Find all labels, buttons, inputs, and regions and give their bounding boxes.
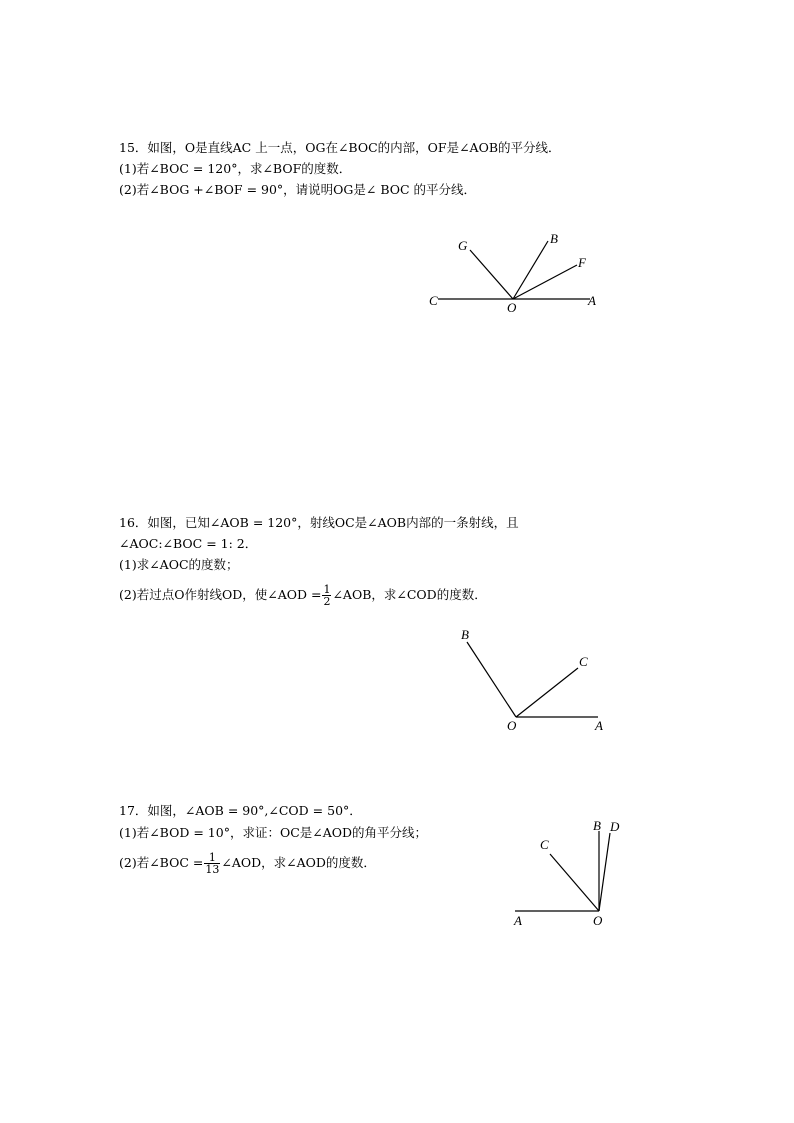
label-o: O bbox=[593, 913, 603, 928]
label-d: D bbox=[610, 819, 620, 834]
fraction-one-half bbox=[322, 584, 331, 607]
problem-17-figure bbox=[505, 812, 630, 932]
label-f: F bbox=[578, 255, 586, 270]
label-a: A bbox=[588, 293, 596, 308]
problem-17-part-2 bbox=[119, 852, 376, 875]
label-b: B bbox=[593, 818, 601, 833]
label-c: C bbox=[540, 837, 549, 852]
label-a: A bbox=[514, 913, 522, 928]
problem-17-part-2-suffix: ∠AOD，求∠AOD的度数． bbox=[221, 855, 376, 870]
fraction-numerator: 1 bbox=[323, 583, 331, 596]
label-g: G bbox=[458, 238, 468, 253]
fraction-denominator: 2 bbox=[323, 595, 331, 608]
problem-15-part-1: (1)若∠BOC = 120°，求∠BOF的度数． bbox=[119, 161, 352, 176]
label-b: B bbox=[550, 231, 558, 246]
problem-16-part-2 bbox=[119, 584, 487, 607]
label-o: O bbox=[507, 718, 517, 733]
problem-17-part-1: (1)若∠BOD = 10°，求证：OC是∠AOD的角平分线； bbox=[119, 825, 428, 840]
problem-15-part-2: (2)若∠BOG +∠BOF = 90°，请说明OG是∠ BOC 的平分线． bbox=[119, 182, 477, 197]
problem-15-statement: 15．如图，O是直线AC 上一点，OG在∠BOC的内部，OF是∠AOB的平分线． bbox=[119, 140, 561, 155]
label-c: C bbox=[429, 293, 438, 308]
fraction-numerator: 1 bbox=[204, 852, 220, 864]
label-b: B bbox=[461, 627, 469, 642]
problem-16-part-2-suffix: ∠AOB，求∠COD的度数． bbox=[332, 587, 487, 602]
problem-16-condition: ∠AOC:∠BOC = 1: 2． bbox=[119, 536, 258, 551]
problem-16-statement: 16．如图，已知∠AOB = 120°，射线OC是∠AOB内部的一条射线，且 bbox=[119, 515, 519, 530]
label-a: A bbox=[595, 718, 603, 733]
label-o: O bbox=[507, 300, 517, 315]
problem-15-figure bbox=[420, 225, 610, 320]
label-c: C bbox=[579, 654, 588, 669]
problem-17-statement: 17．如图，∠AOB = 90°,∠COD = 50°． bbox=[119, 803, 362, 818]
problem-17-part-2-prefix: (2)若∠BOC = bbox=[119, 855, 204, 870]
problem-16-part-2-prefix: (2)若过点O作射线OD，使∠AOD = bbox=[119, 587, 322, 602]
fraction-one-thirteenth bbox=[204, 852, 220, 875]
problem-16-part-1: (1)求∠AOC的度数； bbox=[119, 557, 239, 572]
fraction-denominator: 13 bbox=[205, 863, 220, 876]
problem-16-figure bbox=[450, 622, 615, 737]
